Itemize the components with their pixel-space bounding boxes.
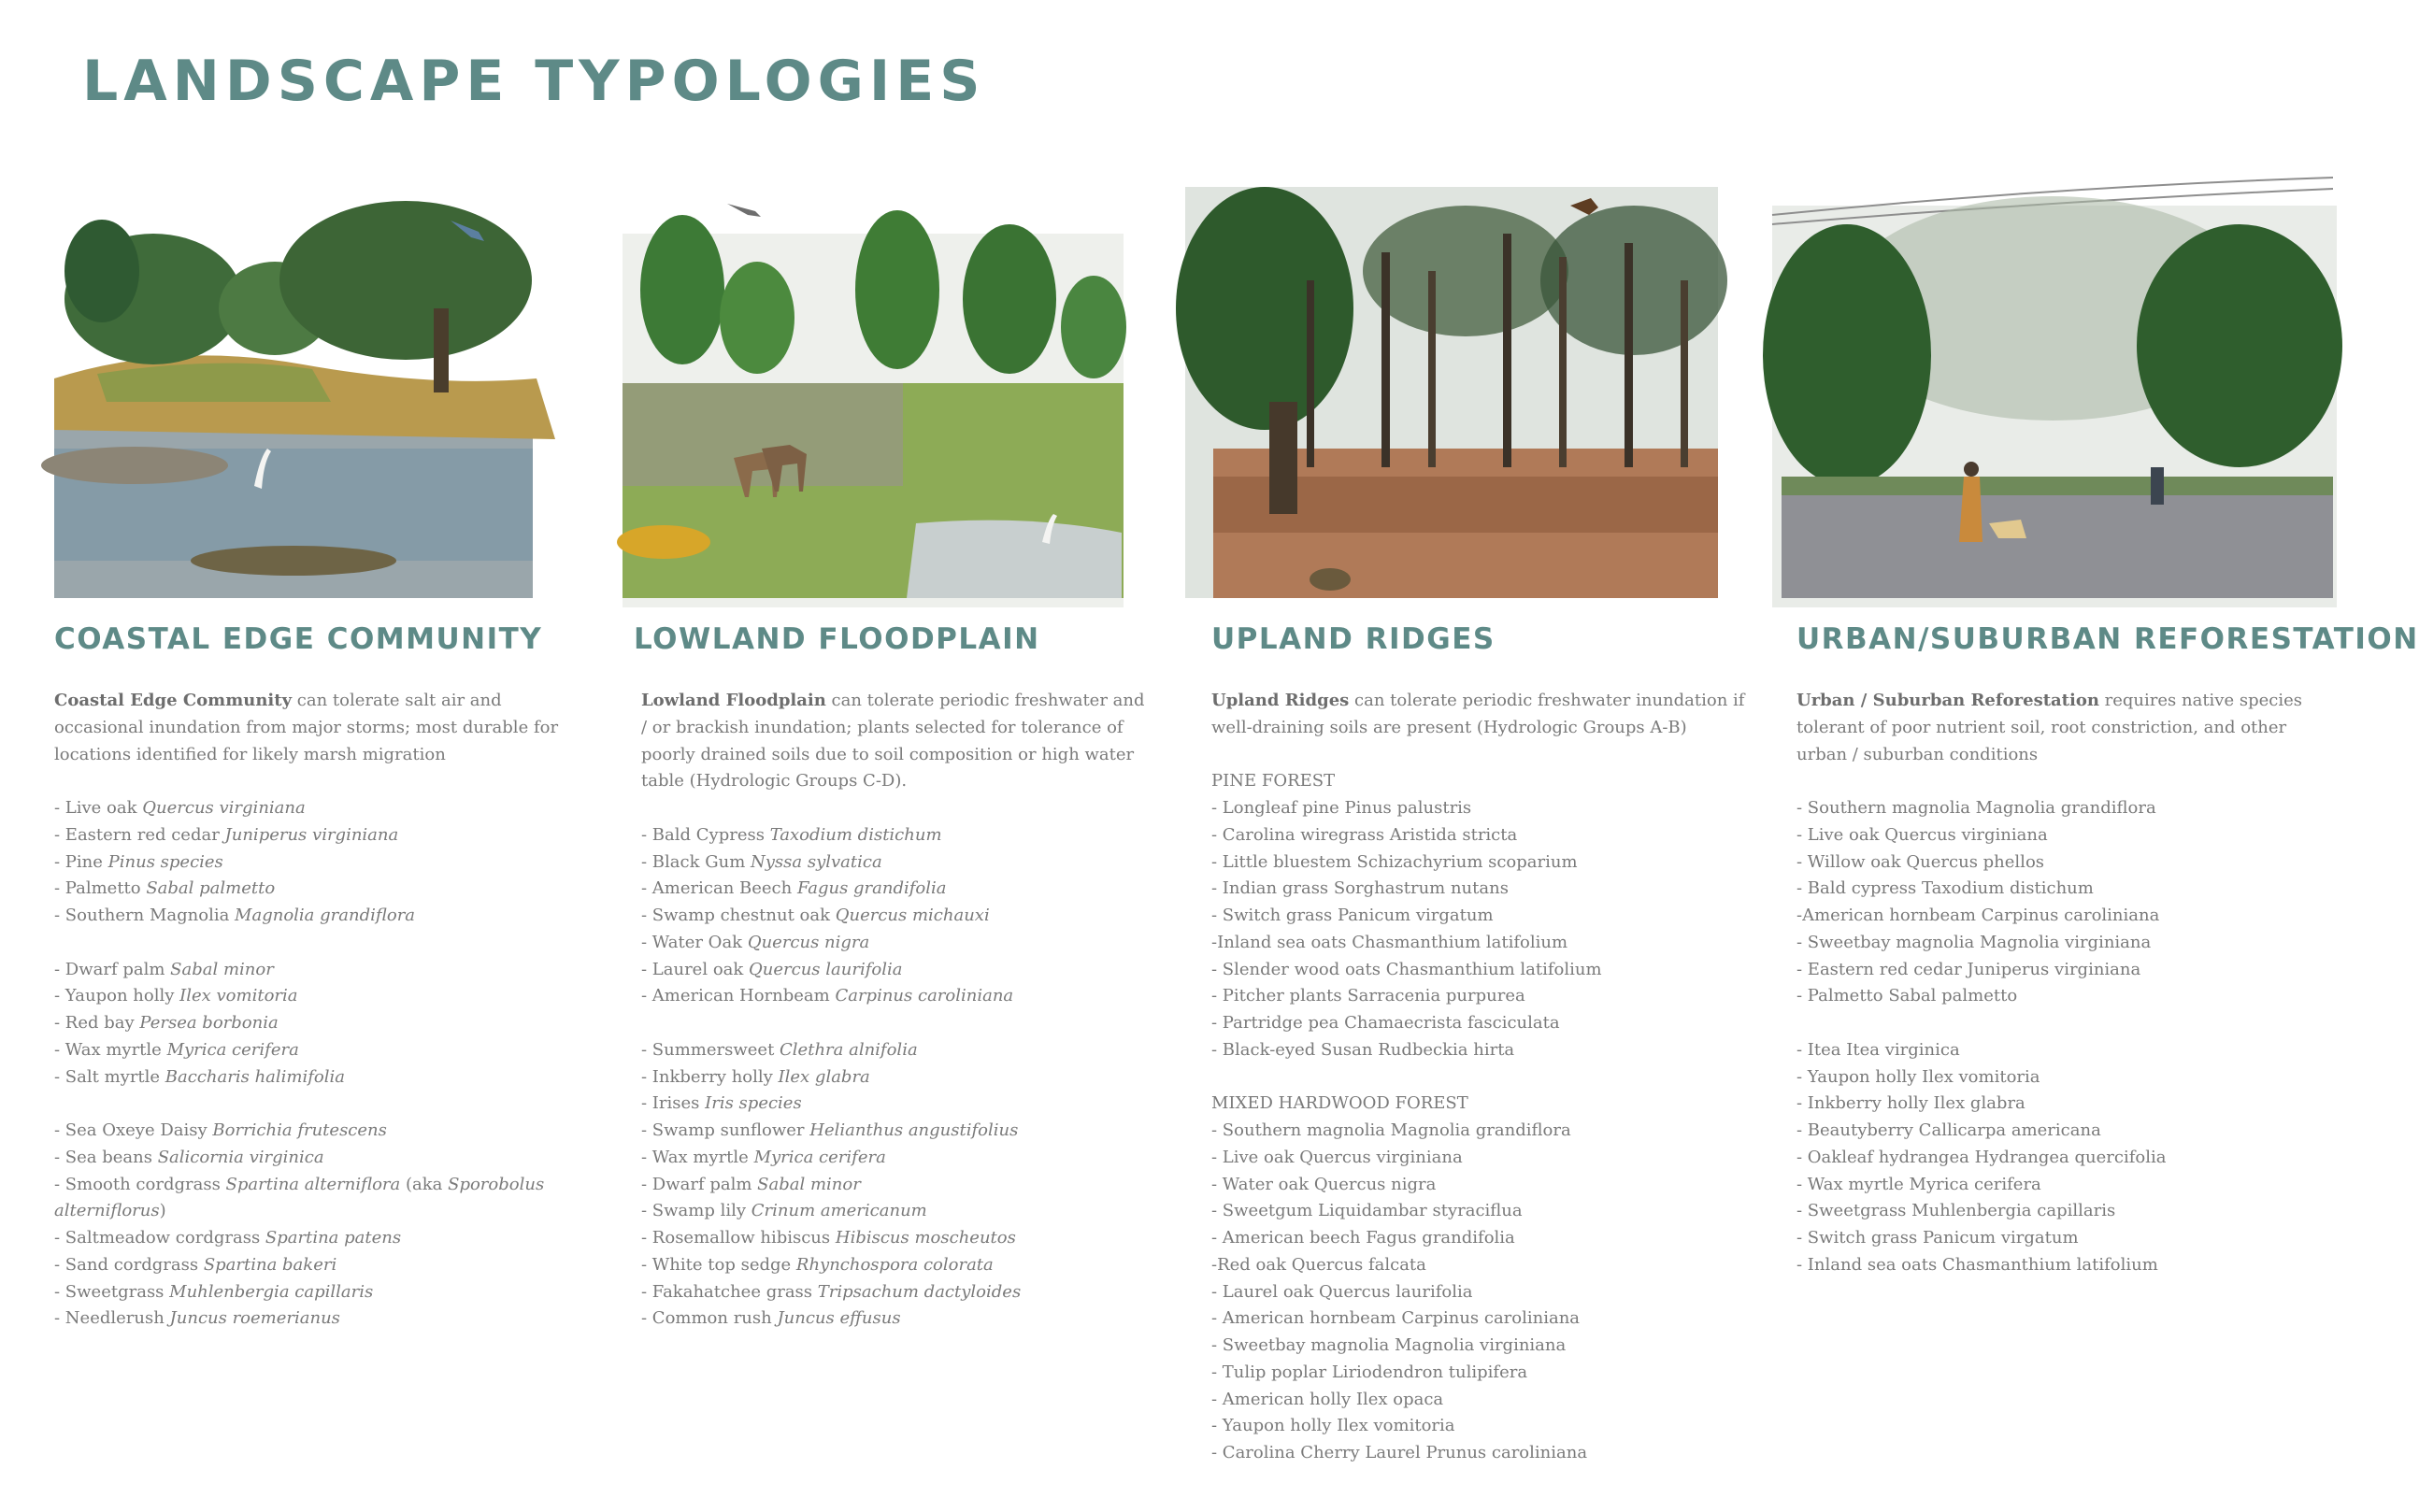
plant-scientific-name: Carpinus caroliniana xyxy=(835,986,1014,1006)
upland-ridges-scene xyxy=(1185,168,1746,607)
plant-item xyxy=(641,1145,1146,1172)
lowland-floodplain-illustration xyxy=(598,168,1150,607)
plant-common-name: - Fakahatchee grass xyxy=(641,1281,818,1302)
plant-item xyxy=(54,1279,578,1306)
plant-note: (aka xyxy=(400,1174,449,1194)
plant-common-name: - Sea Oxeye Daisy xyxy=(54,1120,213,1140)
plant-scientific-name: Persea borbonia xyxy=(139,1013,279,1033)
page-title: LANDSCAPE TYPOLOGIES xyxy=(82,49,986,114)
plant-item xyxy=(1211,822,1753,849)
plant-item xyxy=(641,1172,1146,1199)
typology-name: Coastal Edge Community xyxy=(54,691,293,710)
plant-scientific-name: Quercus nigra xyxy=(747,932,870,952)
plant-scientific-name: Sabal minor xyxy=(757,1174,861,1194)
section-heading: URBAN/SUBURBAN REFORESTATION xyxy=(1796,622,2419,656)
plant-group xyxy=(1211,768,1753,1063)
plant-item xyxy=(1796,822,2320,849)
plant-common-name: - Summersweet xyxy=(641,1039,780,1060)
plant-common-name: - Saltmeadow cordgrass xyxy=(54,1228,265,1248)
plant-scientific-name: Hibiscus moscheutos xyxy=(835,1228,1016,1248)
plant-common-name: - Slender wood oats Chasmanthium latifolium xyxy=(1211,959,1602,979)
plant-common-name: - Oakleaf hydrangea Hydrangea quercifolia xyxy=(1796,1147,2167,1167)
plant-common-name: - Needlerush xyxy=(54,1308,170,1329)
lowland-floodplain-scene xyxy=(598,168,1150,607)
plant-group-list xyxy=(1211,795,1753,1064)
plant-scientific-name: Crinum americanum xyxy=(751,1201,927,1221)
plant-item xyxy=(641,1037,1146,1064)
plant-list xyxy=(1211,688,1753,1467)
coastal-edge-illustration xyxy=(32,168,574,607)
plant-item xyxy=(641,1305,1146,1333)
plant-scientific-name: Clethra alnifolia xyxy=(780,1039,918,1060)
plant-common-name: - Sea beans xyxy=(54,1147,158,1167)
plant-common-name: - Little bluestem Schizachyrium scoparium xyxy=(1211,851,1578,872)
plant-item xyxy=(1796,1037,2320,1064)
plant-scientific-name: Quercus virginiana xyxy=(142,798,306,818)
plant-common-name: - Willow oak Quercus phellos xyxy=(1796,851,2045,872)
plant-common-name: - Sweetbay magnolia Magnolia virginiana xyxy=(1796,932,2152,952)
plant-common-name: - Southern magnolia Magnolia grandiflora xyxy=(1211,1120,1571,1140)
plant-scientific-name: Helianthus angustifolius xyxy=(809,1120,1019,1140)
plant-item xyxy=(1211,1413,1753,1440)
plant-scientific-name: Juncus roemerianus xyxy=(169,1308,340,1329)
plant-synonym: Sporobolus alterniflorus xyxy=(54,1174,545,1221)
plant-common-name: - Water Oak xyxy=(641,932,748,952)
plant-item xyxy=(1211,957,1753,984)
plant-common-name: - Live oak xyxy=(54,798,143,818)
plant-group xyxy=(1211,1091,1753,1467)
typology-description-text: requires native species tolerant of poor nutrient soil, root constriction, and other urban / suburban conditions xyxy=(1796,691,2302,764)
plant-common-name: - Bald cypress Taxodium distichum xyxy=(1796,878,2094,899)
typology-coastal-edge xyxy=(32,168,574,1329)
plant-item xyxy=(1796,1252,2320,1279)
typology-lowland-floodplain xyxy=(598,168,1150,1329)
plant-common-name: - Pine xyxy=(54,851,108,872)
plant-item xyxy=(54,983,578,1010)
plant-item xyxy=(1211,1037,1753,1064)
plant-common-name: - American beech Fagus grandifolia xyxy=(1211,1228,1515,1248)
plant-common-name: - Dwarf palm xyxy=(54,959,171,979)
plant-item xyxy=(1211,1145,1753,1172)
plant-group-list xyxy=(54,1118,578,1333)
section-heading: UPLAND RIDGES xyxy=(1211,622,1496,656)
plant-common-name: -Red oak Quercus falcata xyxy=(1211,1254,1426,1275)
plant-group-title: MIXED HARDWOOD FOREST xyxy=(1211,1093,1468,1114)
plant-item xyxy=(1211,1360,1753,1387)
plant-scientific-name: Sabal palmetto xyxy=(146,878,276,899)
plant-scientific-name: Spartina patens xyxy=(265,1228,402,1248)
plant-item xyxy=(54,822,578,849)
plant-item xyxy=(54,795,578,822)
typology-description xyxy=(1211,688,1753,742)
plant-scientific-name: Iris species xyxy=(705,1093,802,1114)
coastal-edge-scene xyxy=(32,168,574,607)
plant-item xyxy=(1211,903,1753,930)
plant-common-name: - Inkberry holly xyxy=(641,1066,779,1087)
plant-item xyxy=(1211,1172,1753,1199)
plant-item xyxy=(54,1145,578,1172)
plant-note-close: ) xyxy=(159,1201,166,1221)
plant-common-name: - Eastern red cedar Juniperus virginiana xyxy=(1796,959,2141,979)
plant-common-name: - Eastern red cedar xyxy=(54,824,225,845)
plant-group xyxy=(54,795,578,930)
section-heading: COASTAL EDGE COMMUNITY xyxy=(54,622,543,656)
plant-common-name: - Indian grass Sorghastrum nutans xyxy=(1211,878,1509,899)
plant-item xyxy=(1211,795,1753,822)
plant-common-name: - Sweetgrass Muhlenbergia capillaris xyxy=(1796,1201,2116,1221)
plant-common-name: - Wax myrtle xyxy=(641,1147,754,1167)
plant-common-name: - Yaupon holly Ilex vomitoria xyxy=(1211,1416,1455,1436)
plant-item xyxy=(1796,1118,2320,1145)
plant-item xyxy=(1211,1118,1753,1145)
plant-common-name: - Live oak Quercus virginiana xyxy=(1796,824,2048,845)
plant-item xyxy=(1211,1440,1753,1467)
plant-common-name: - Swamp lily xyxy=(641,1201,751,1221)
urban-reforestation-scene xyxy=(1772,168,2337,607)
plant-item xyxy=(1796,1091,2320,1118)
plant-item xyxy=(1211,849,1753,877)
plant-group xyxy=(641,1037,1146,1333)
plant-item xyxy=(1796,876,2320,903)
typology-name: Urban / Suburban Reforestation xyxy=(1796,691,2099,710)
plant-item xyxy=(1211,1010,1753,1037)
plant-common-name: - Beautyberry Callicarpa americana xyxy=(1796,1120,2101,1140)
plant-scientific-name: Salicornia virginica xyxy=(157,1147,324,1167)
plant-common-name: - Swamp sunflower xyxy=(641,1120,810,1140)
plant-group xyxy=(54,957,578,1091)
plant-scientific-name: Pinus species xyxy=(107,851,223,872)
plant-common-name: - White top sedge xyxy=(641,1254,796,1275)
plant-item xyxy=(54,1064,578,1091)
plant-group-list xyxy=(54,795,578,930)
plant-scientific-name: Muhlenbergia capillaris xyxy=(169,1281,374,1302)
plant-item xyxy=(1211,1279,1753,1306)
plant-group xyxy=(1796,795,2320,1010)
plant-common-name: - Black-eyed Susan Rudbeckia hirta xyxy=(1211,1039,1515,1060)
plant-item xyxy=(1211,1198,1753,1225)
plant-scientific-name: Spartina bakeri xyxy=(203,1254,337,1275)
plant-common-name: - Sweetgum Liquidambar styraciflua xyxy=(1211,1201,1523,1221)
plant-item xyxy=(641,1225,1146,1252)
plant-common-name: - Wax myrtle Myrica cerifera xyxy=(1796,1174,2041,1194)
plant-item xyxy=(1796,1064,2320,1091)
plant-item xyxy=(641,1091,1146,1118)
plant-item xyxy=(1796,1198,2320,1225)
plant-list xyxy=(641,688,1146,1333)
plant-common-name: - American Hornbeam xyxy=(641,986,836,1006)
plant-group xyxy=(54,1118,578,1333)
plant-item xyxy=(1211,930,1753,957)
plant-item xyxy=(641,903,1146,930)
typology-name: Upland Ridges xyxy=(1211,691,1350,710)
plant-scientific-name: Tripsachum dactyloides xyxy=(817,1281,1022,1302)
plant-common-name: - American holly Ilex opaca xyxy=(1211,1389,1444,1409)
plant-common-name: -American hornbeam Carpinus caroliniana xyxy=(1796,906,2160,925)
plant-item xyxy=(54,1118,578,1145)
plant-scientific-name: Baccharis halimifolia xyxy=(165,1066,345,1087)
plant-item xyxy=(1796,1225,2320,1252)
plant-common-name: - Palmetto Sabal palmetto xyxy=(1796,986,2018,1006)
plant-common-name: - Bald Cypress xyxy=(641,824,770,845)
plant-common-name: - Yaupon holly xyxy=(54,986,180,1006)
typology-description xyxy=(54,688,578,768)
plant-scientific-name: Spartina alterniflora xyxy=(225,1174,401,1194)
plant-common-name: -Inland sea oats Chasmanthium latifolium xyxy=(1211,932,1568,952)
plant-item xyxy=(1211,876,1753,903)
plant-common-name: - Salt myrtle xyxy=(54,1066,165,1087)
plant-item xyxy=(1796,1172,2320,1199)
plant-item xyxy=(1796,903,2320,930)
plant-item xyxy=(1796,983,2320,1010)
plant-common-name: - Laurel oak xyxy=(641,959,750,979)
plant-item xyxy=(54,1172,578,1226)
plant-scientific-name: Ilex vomitoria xyxy=(179,986,298,1006)
plant-scientific-name: Juniperus virginiana xyxy=(224,824,399,845)
plant-scientific-name: Taxodium distichum xyxy=(769,824,942,845)
plant-item xyxy=(641,930,1146,957)
plant-item xyxy=(54,1252,578,1279)
plant-common-name: - Smooth cordgrass xyxy=(54,1174,226,1194)
plant-group-title: PINE FOREST xyxy=(1211,771,1336,792)
plant-item xyxy=(1211,1387,1753,1414)
plant-item xyxy=(54,849,578,877)
plant-item xyxy=(641,957,1146,984)
plant-scientific-name: Fagus grandifolia xyxy=(796,878,947,899)
plant-common-name: - Longleaf pine Pinus palustris xyxy=(1211,798,1472,818)
plant-scientific-name: Quercus michauxi xyxy=(835,906,990,925)
plant-item xyxy=(54,876,578,903)
plant-item xyxy=(1211,1333,1753,1360)
plant-item xyxy=(641,1064,1146,1091)
plant-group-list xyxy=(54,957,578,1091)
upland-ridges-illustration xyxy=(1185,168,1746,607)
plant-item xyxy=(1211,1252,1753,1279)
plant-common-name: - American Beech xyxy=(641,878,797,899)
plant-item xyxy=(1211,983,1753,1010)
plant-common-name: - Inkberry holly Ilex glabra xyxy=(1796,1093,2025,1114)
plant-item xyxy=(54,903,578,930)
plant-common-name: - American hornbeam Carpinus caroliniana xyxy=(1211,1308,1581,1329)
plant-scientific-name: Myrica cerifera xyxy=(166,1039,299,1060)
plant-scientific-name: Ilex glabra xyxy=(778,1066,870,1087)
plant-common-name: - Palmetto xyxy=(54,878,147,899)
typology-name: Lowland Floodplain xyxy=(641,691,826,710)
plant-item xyxy=(1211,1305,1753,1333)
plant-item xyxy=(54,1305,578,1333)
plant-item xyxy=(641,876,1146,903)
section-heading: LOWLAND FLOODPLAIN xyxy=(634,622,1040,656)
plant-group-list xyxy=(1211,1118,1753,1467)
plant-group-list xyxy=(641,1037,1146,1333)
plant-group-list xyxy=(1796,795,2320,1010)
plant-scientific-name: Borrichia frutescens xyxy=(212,1120,387,1140)
plant-common-name: - Tulip poplar Liriodendron tulipifera xyxy=(1211,1362,1528,1382)
plant-item xyxy=(1796,957,2320,984)
plant-list xyxy=(1796,688,2320,1279)
plant-item xyxy=(641,1198,1146,1225)
plant-item xyxy=(54,1010,578,1037)
plant-item xyxy=(1796,930,2320,957)
urban-reforestation-illustration xyxy=(1772,168,2337,607)
plant-item xyxy=(54,957,578,984)
plant-common-name: - Pitcher plants Sarracenia purpurea xyxy=(1211,986,1525,1006)
plant-common-name: - Itea Itea virginica xyxy=(1796,1039,1960,1060)
plant-scientific-name: Rhynchospora colorata xyxy=(795,1254,994,1275)
plant-common-name: - Laurel oak Quercus laurifolia xyxy=(1211,1281,1473,1302)
plant-common-name: - Sweetbay magnolia Magnolia virginiana xyxy=(1211,1335,1567,1355)
plant-item xyxy=(641,1118,1146,1145)
typology-upland-ridges xyxy=(1185,168,1746,1462)
plant-common-name: - Sweetgrass xyxy=(54,1281,170,1302)
typology-description-text: can tolerate salt air and occasional inundation from major storms; most durable for locations identified for likely marsh migration xyxy=(54,691,559,764)
plant-item xyxy=(641,983,1146,1010)
typology-description xyxy=(1796,688,2320,768)
plant-group-list xyxy=(1796,1037,2320,1279)
plant-item xyxy=(641,849,1146,877)
plant-item xyxy=(641,1252,1146,1279)
plant-common-name: - Red bay xyxy=(54,1013,140,1033)
plant-item xyxy=(1211,1225,1753,1252)
plant-common-name: - Switch grass Panicum virgatum xyxy=(1796,1228,2079,1248)
plant-common-name: - Sand cordgrass xyxy=(54,1254,204,1275)
plant-scientific-name: Magnolia grandiflora xyxy=(235,906,416,925)
plant-group-list xyxy=(641,822,1146,1010)
plant-group xyxy=(1796,1037,2320,1279)
plant-scientific-name: Sabal minor xyxy=(170,959,274,979)
typology-description-text: can tolerate periodic freshwater and / or brackish inundation; plants selected for tolerance of poorly drained soils due to soil composition or high water table (Hydrologic Groups C-D). xyxy=(641,691,1145,792)
plant-common-name: - Irises xyxy=(641,1093,706,1114)
plant-item xyxy=(1796,849,2320,877)
plant-item xyxy=(641,1279,1146,1306)
plant-common-name: - Common rush xyxy=(641,1308,778,1329)
plant-common-name: - Southern magnolia Magnolia grandiflora xyxy=(1796,798,2156,818)
plant-item xyxy=(54,1037,578,1064)
plant-common-name: - Water oak Quercus nigra xyxy=(1211,1174,1437,1194)
plant-item xyxy=(54,1225,578,1252)
typology-description xyxy=(641,688,1146,795)
plant-common-name: - Swamp chestnut oak xyxy=(641,906,836,925)
plant-common-name: - Partridge pea Chamaecrista fasciculata xyxy=(1211,1013,1560,1033)
plant-common-name: - Rosemallow hibiscus xyxy=(641,1228,836,1248)
plant-group xyxy=(641,822,1146,1010)
plant-item xyxy=(641,822,1146,849)
plant-item xyxy=(1796,1145,2320,1172)
plant-common-name: - Live oak Quercus virginiana xyxy=(1211,1147,1463,1167)
plant-scientific-name: Myrica cerifera xyxy=(753,1147,886,1167)
typology-description-text: can tolerate periodic freshwater inundation if well-draining soils are present (Hydrologic Groups A-B) xyxy=(1211,691,1745,737)
plant-common-name: - Black Gum xyxy=(641,851,751,872)
plant-common-name: - Carolina wiregrass Aristida stricta xyxy=(1211,824,1518,845)
plant-scientific-name: Juncus effusus xyxy=(777,1308,901,1329)
plant-common-name: - Switch grass Panicum virgatum xyxy=(1211,906,1494,925)
plant-scientific-name: Quercus laurifolia xyxy=(749,959,903,979)
plant-item xyxy=(1796,795,2320,822)
plant-common-name: - Southern Magnolia xyxy=(54,906,236,925)
plant-common-name: - Wax myrtle xyxy=(54,1039,167,1060)
plant-common-name: - Dwarf palm xyxy=(641,1174,758,1194)
plant-common-name: - Carolina Cherry Laurel Prunus caroliniana xyxy=(1211,1443,1588,1462)
typology-urban-reforestation xyxy=(1772,168,2419,1275)
plant-list xyxy=(54,688,578,1333)
plant-common-name: - Yaupon holly Ilex vomitoria xyxy=(1796,1066,2040,1087)
plant-scientific-name: Nyssa sylvatica xyxy=(751,851,882,872)
plant-common-name: - Inland sea oats Chasmanthium latifolium xyxy=(1796,1254,2158,1275)
